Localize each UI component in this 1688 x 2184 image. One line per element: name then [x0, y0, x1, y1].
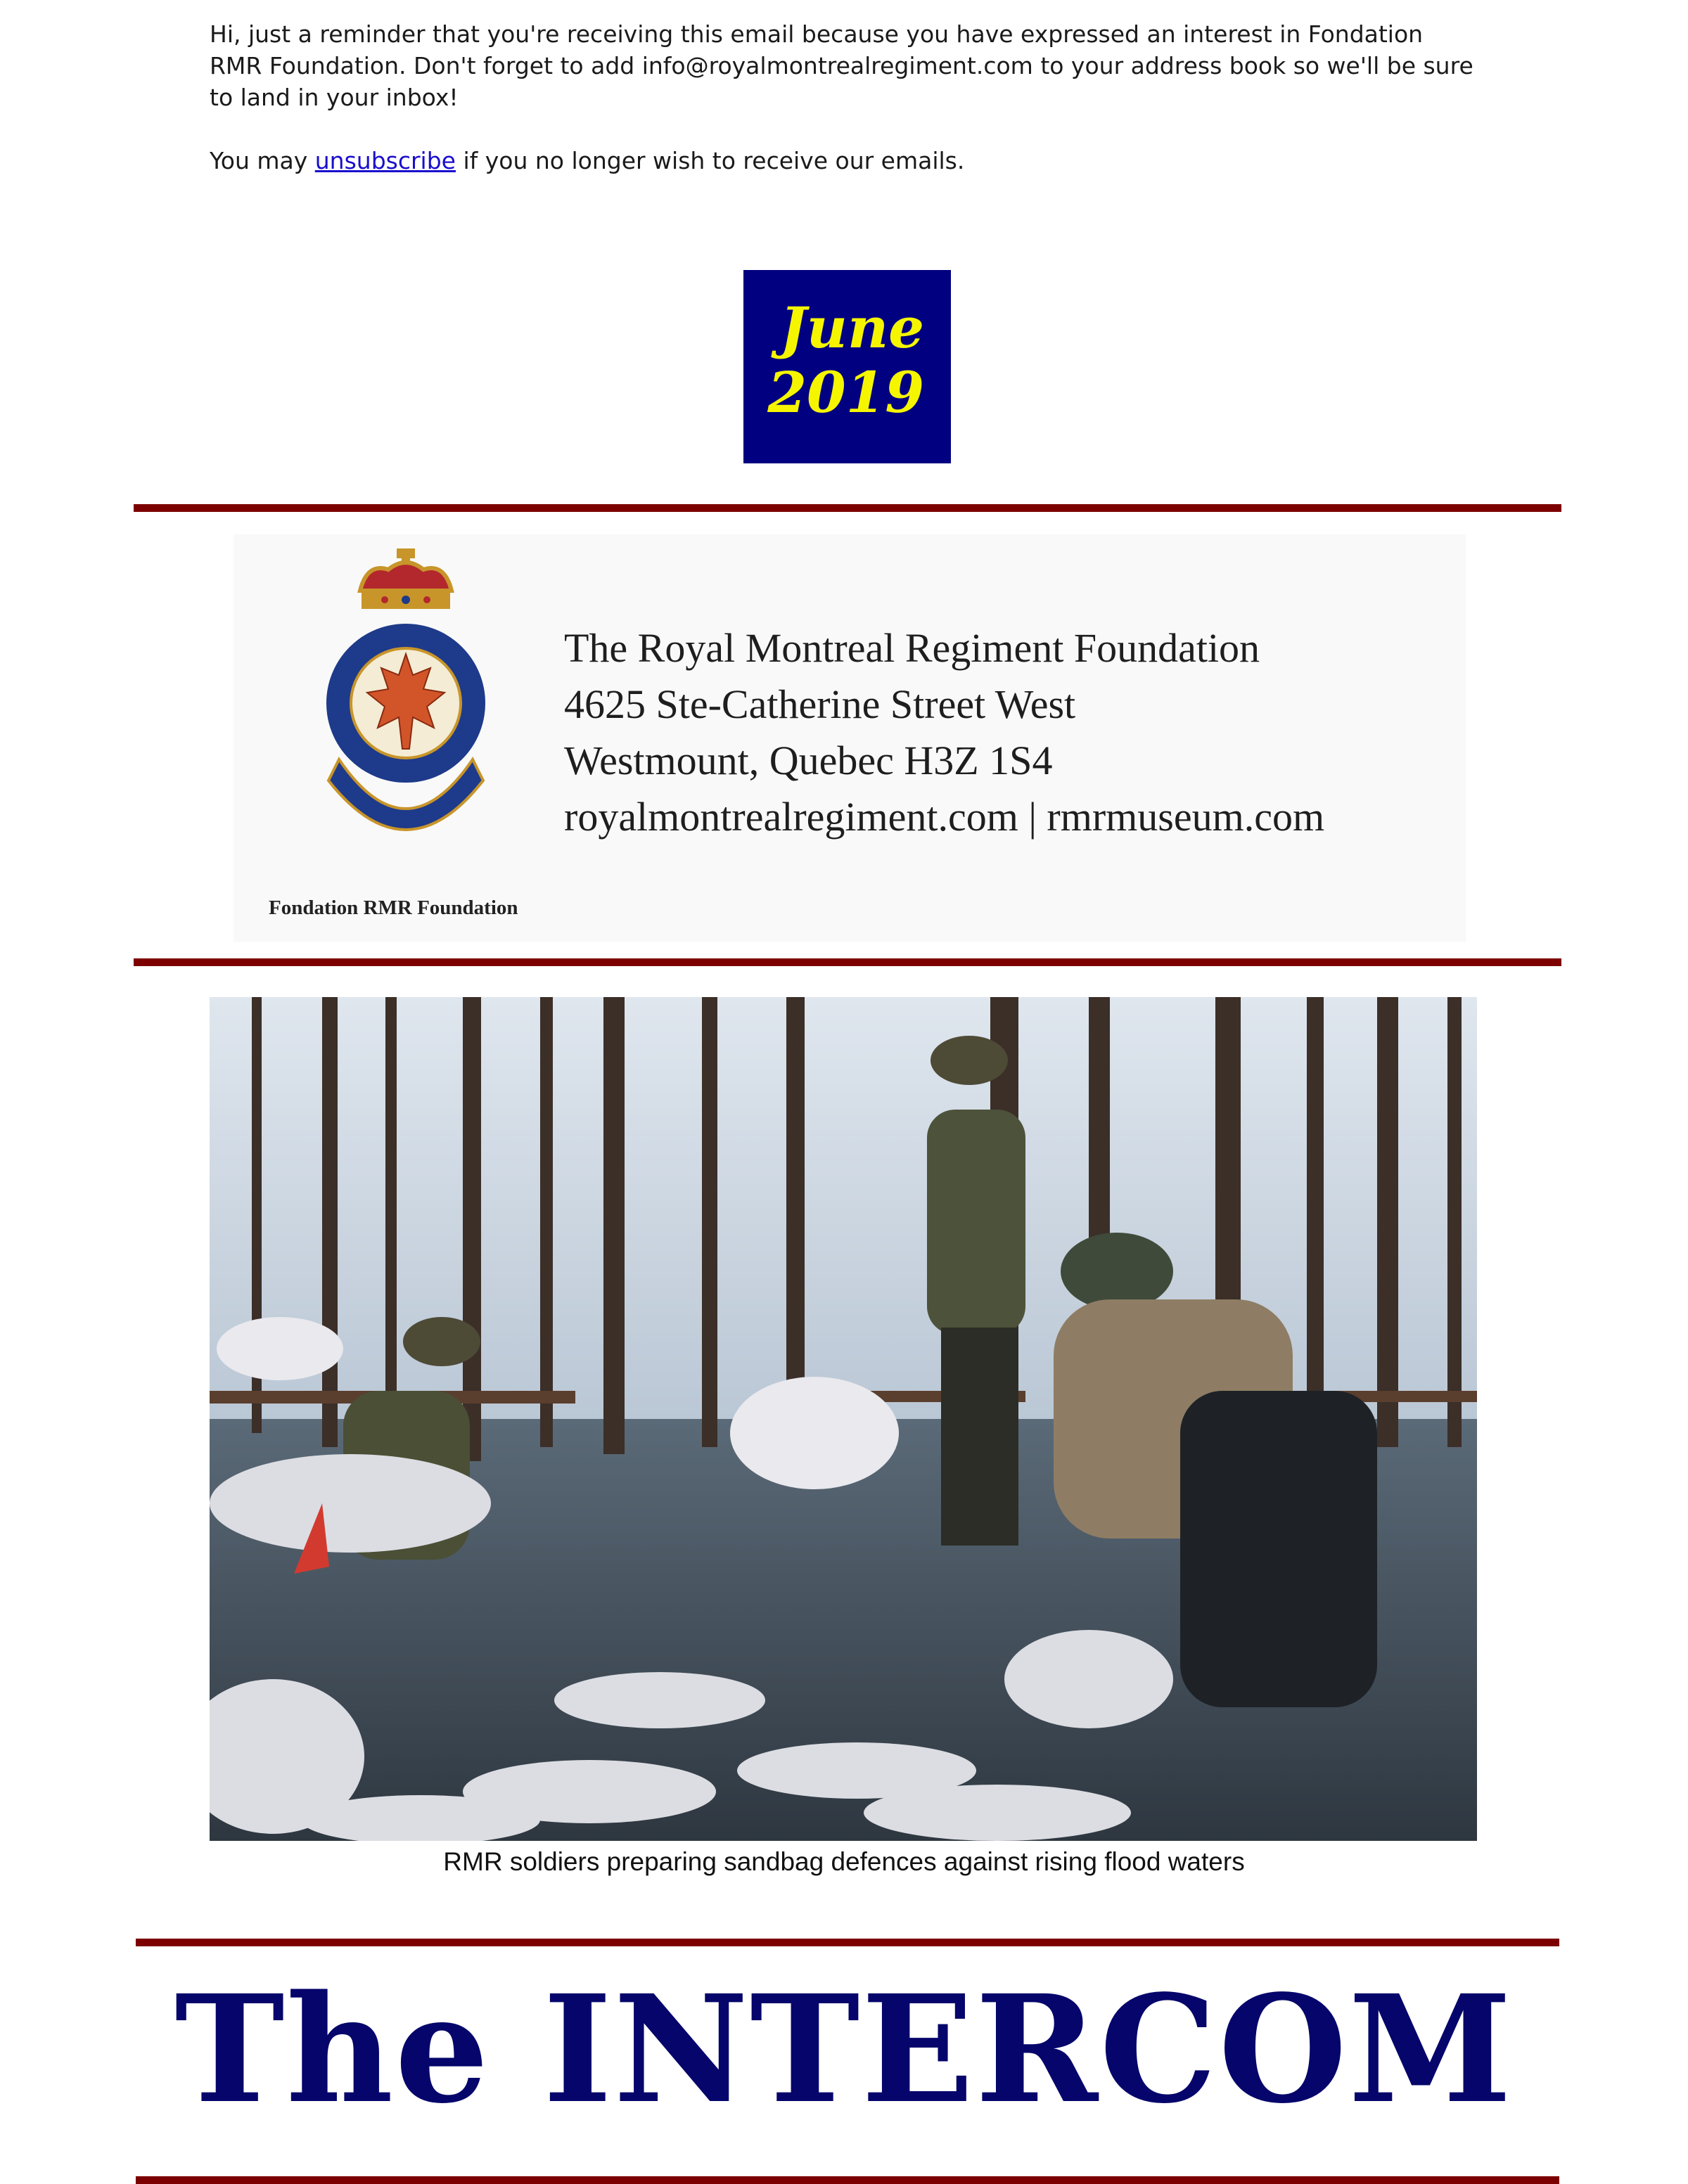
photo-caption: RMR soldiers preparing sandbag defences against rising flood waters	[443, 1847, 1245, 1876]
flood-photo	[210, 997, 1477, 1841]
crest-caption: Fondation RMR Foundation	[269, 897, 518, 919]
divider-rule	[134, 504, 1561, 512]
foundation-name: The Royal Montreal Regiment Foundation	[564, 625, 1260, 671]
flood-photo-image	[210, 997, 1477, 1841]
regiment-crest-icon	[318, 548, 494, 858]
foundation-banner	[234, 534, 1466, 942]
unsubscribe-line	[210, 145, 1476, 176]
foundation-address-block	[564, 620, 1324, 845]
issue-date-box	[743, 270, 951, 463]
newsletter-masthead: The INTERCOM	[174, 1963, 1514, 2136]
divider-rule	[134, 958, 1561, 966]
foundation-street: 4625 Ste-Catherine Street West	[564, 681, 1076, 727]
issue-year: 2019	[767, 359, 924, 425]
unsubscribe-link[interactable]: unsubscribe	[314, 147, 456, 174]
preheader-reminder: Hi, just a reminder that you're receiving this email because you have expressed an interest in Fondation RMR Foundation. Don't forget to add info@royalmontrealregiment.com to your address book so we'll be sure to land in your inbox!	[210, 20, 1473, 111]
divider-rule	[136, 2176, 1559, 2184]
unsubscribe-prefix: You may	[210, 147, 315, 174]
unsubscribe-suffix: if you no longer wish to receive our emails.	[455, 147, 965, 174]
divider-rule	[136, 1939, 1559, 1946]
preheader	[210, 18, 1476, 176]
foundation-websites: royalmontrealregiment.com | rmrmuseum.com	[564, 794, 1325, 840]
issue-month: June	[779, 295, 924, 361]
foundation-city: Westmount, Quebec H3Z 1S4	[564, 738, 1053, 783]
